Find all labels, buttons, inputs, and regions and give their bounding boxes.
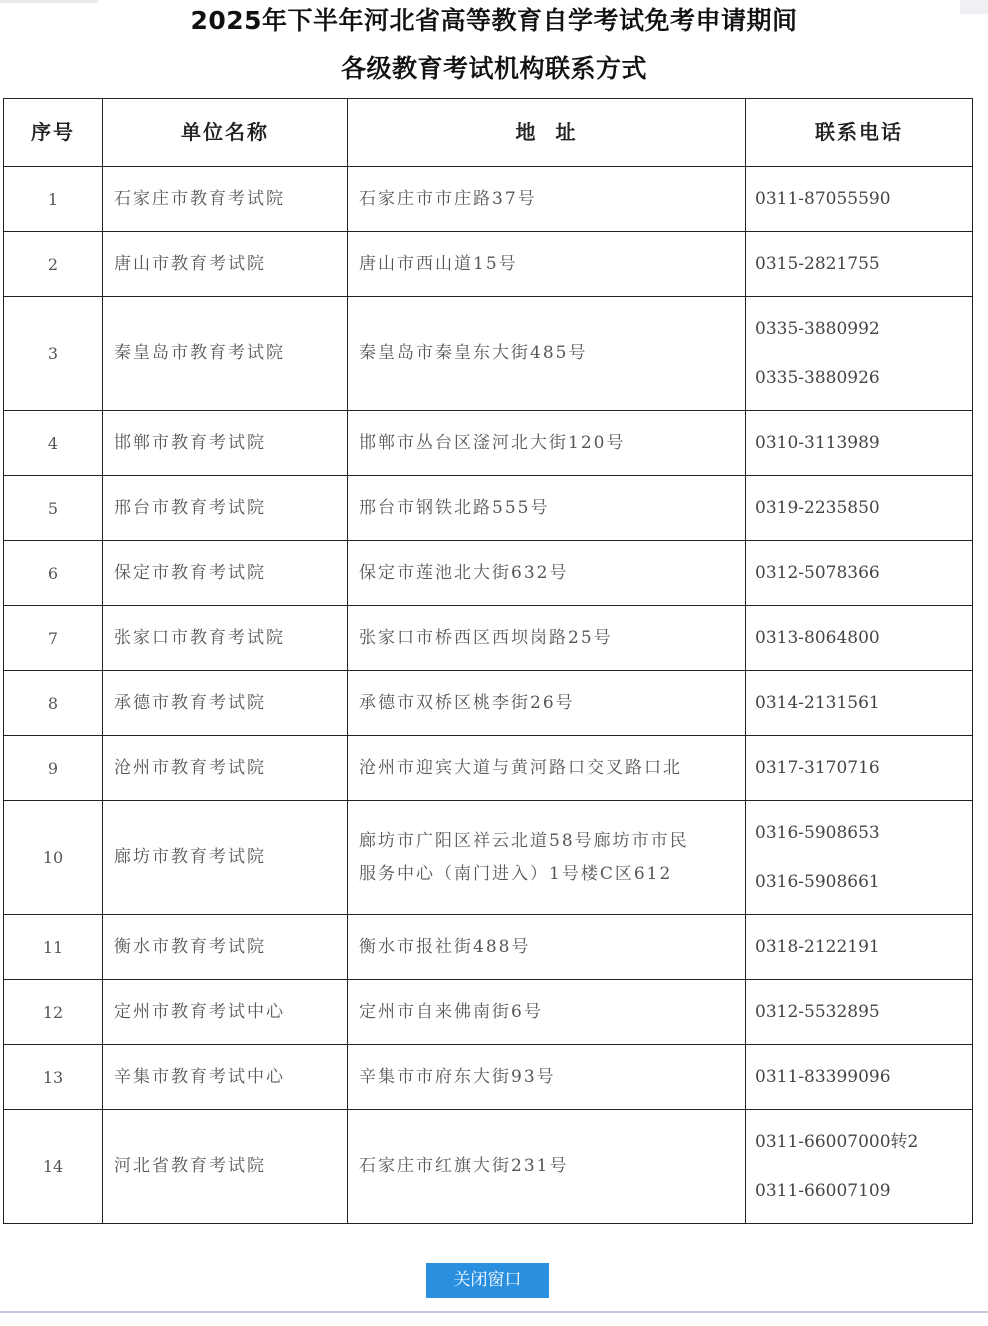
contact-phone — [746, 736, 973, 801]
institution-address — [348, 606, 746, 671]
institution-address — [348, 476, 746, 541]
header-address: 地 址 — [348, 99, 746, 167]
phone-number: 0311-83399096 — [755, 1066, 891, 1087]
institution-address — [348, 1110, 746, 1224]
contact-phone — [746, 980, 973, 1045]
table-row — [4, 606, 973, 671]
page-subtitle: 各级教育考试机构联系方式 — [340, 54, 647, 83]
address-line: 保定市莲池北大街632号 — [359, 562, 569, 583]
institution-name: 张家口市教育考试院 — [103, 606, 348, 671]
institution-address — [348, 541, 746, 606]
header-phone: 联系电话 — [746, 99, 973, 167]
row-number: 4 — [4, 411, 103, 476]
address-line: 石家庄市市庄路37号 — [359, 188, 537, 209]
institution-name: 承德市教育考试院 — [103, 671, 348, 736]
table-row — [4, 736, 973, 801]
contact-phone — [746, 801, 973, 915]
address-line: 沧州市迎宾大道与黄河路口交叉路口北 — [359, 757, 682, 778]
institution-name: 邢台市教育考试院 — [103, 476, 348, 541]
institution-address — [348, 801, 746, 915]
row-number: 9 — [4, 736, 103, 801]
address-line: 秦皇岛市秦皇东大街485号 — [359, 343, 588, 363]
institution-name: 衡水市教育考试院 — [103, 915, 348, 980]
address-line: 廊坊市广阳区祥云北道58号廊坊市市民 — [359, 830, 689, 851]
row-number: 11 — [4, 915, 103, 980]
row-number: 13 — [4, 1045, 103, 1110]
address-line: 唐山市西山道15号 — [359, 253, 518, 274]
institution-address — [348, 1045, 746, 1110]
address-line: 衡水市报社街488号 — [359, 936, 531, 957]
close-window-button[interactable]: 关闭窗口 — [426, 1263, 549, 1298]
institution-address — [348, 736, 746, 801]
address-line: 定州市自来佛南街6号 — [359, 1001, 543, 1022]
phone-number: 0335-3880992 — [755, 318, 880, 339]
table-row — [4, 411, 973, 476]
contact-phone — [746, 541, 973, 606]
institution-name: 保定市教育考试院 — [103, 541, 348, 606]
table-row — [4, 476, 973, 541]
row-number: 14 — [4, 1110, 103, 1224]
institution-address — [348, 980, 746, 1045]
row-number: 2 — [4, 232, 103, 297]
row-number: 7 — [4, 606, 103, 671]
phone-number: 0318-2122191 — [755, 936, 880, 957]
institution-name: 廊坊市教育考试院 — [103, 801, 348, 915]
table-row — [4, 915, 973, 980]
row-number: 1 — [4, 167, 103, 232]
row-number: 3 — [4, 297, 103, 411]
address-line: 邢台市钢铁北路555号 — [359, 497, 550, 518]
institution-name: 辛集市教育考试中心 — [103, 1045, 348, 1110]
address-line: 辛集市市府东大街93号 — [359, 1066, 556, 1087]
address-line: 张家口市桥西区西坝岗路25号 — [359, 627, 613, 648]
contact-phone — [746, 167, 973, 232]
contact-phone — [746, 411, 973, 476]
header-no: 序号 — [4, 99, 103, 167]
phone-number: 0319-2235850 — [755, 497, 880, 518]
row-number: 12 — [4, 980, 103, 1045]
institution-address — [348, 411, 746, 476]
phone-number: 0335-3880926 — [755, 367, 880, 388]
contact-phone — [746, 232, 973, 297]
row-number: 10 — [4, 801, 103, 915]
phone-number: 0317-3170716 — [755, 757, 880, 778]
table-row — [4, 232, 973, 297]
table-header-row — [4, 99, 973, 167]
table-row — [4, 1110, 973, 1224]
contact-phone — [746, 1045, 973, 1110]
table-row — [4, 167, 973, 232]
phone-number: 0314-2131561 — [755, 692, 880, 713]
contacts-table — [3, 98, 973, 1224]
phone-number: 0311-66007109 — [755, 1180, 891, 1201]
table-row — [4, 541, 973, 606]
phone-number: 0315-2821755 — [755, 253, 880, 274]
table-body — [4, 167, 973, 1224]
table-row — [4, 801, 973, 915]
institution-address — [348, 671, 746, 736]
phone-number: 0310-3113989 — [755, 432, 880, 453]
contact-phone — [746, 915, 973, 980]
contact-phone — [746, 297, 973, 411]
header-name: 单位名称 — [103, 99, 348, 167]
institution-name: 河北省教育考试院 — [103, 1110, 348, 1224]
institution-name: 秦皇岛市教育考试院 — [103, 297, 348, 411]
phone-number: 0311-66007000转2 — [755, 1131, 919, 1152]
page-title: 2025年下半年河北省高等教育自学考试免考申请期间 — [190, 6, 798, 35]
address-line: 服务中心（南门进入）1号楼C区612 — [359, 863, 673, 884]
table-row — [4, 1045, 973, 1110]
address-line: 石家庄市红旗大街231号 — [359, 1156, 569, 1176]
phone-number: 0316-5908653 — [755, 822, 880, 843]
institution-name: 石家庄市教育考试院 — [103, 167, 348, 232]
table-row — [4, 980, 973, 1045]
row-number: 5 — [4, 476, 103, 541]
contact-phone — [746, 606, 973, 671]
address-line: 承德市双桥区桃李街26号 — [359, 692, 575, 713]
institution-address — [348, 915, 746, 980]
institution-name: 沧州市教育考试院 — [103, 736, 348, 801]
contact-phone — [746, 476, 973, 541]
contact-phone — [746, 1110, 973, 1224]
bottom-divider — [0, 1311, 988, 1313]
phone-number: 0311-87055590 — [755, 188, 891, 209]
contact-phone — [746, 671, 973, 736]
institution-name: 邯郸市教育考试院 — [103, 411, 348, 476]
institution-address — [348, 167, 746, 232]
row-number: 8 — [4, 671, 103, 736]
row-number: 6 — [4, 541, 103, 606]
table-row — [4, 671, 973, 736]
phone-number: 0313-8064800 — [755, 627, 880, 648]
institution-address — [348, 297, 746, 411]
phone-number: 0312-5078366 — [755, 562, 880, 583]
institution-address — [348, 232, 746, 297]
phone-number: 0312-5532895 — [755, 1001, 880, 1022]
address-line: 邯郸市丛台区滏河北大街120号 — [359, 432, 626, 453]
phone-number: 0316-5908661 — [755, 871, 880, 892]
institution-name: 定州市教育考试中心 — [103, 980, 348, 1045]
table-row — [4, 297, 973, 411]
institution-name: 唐山市教育考试院 — [103, 232, 348, 297]
